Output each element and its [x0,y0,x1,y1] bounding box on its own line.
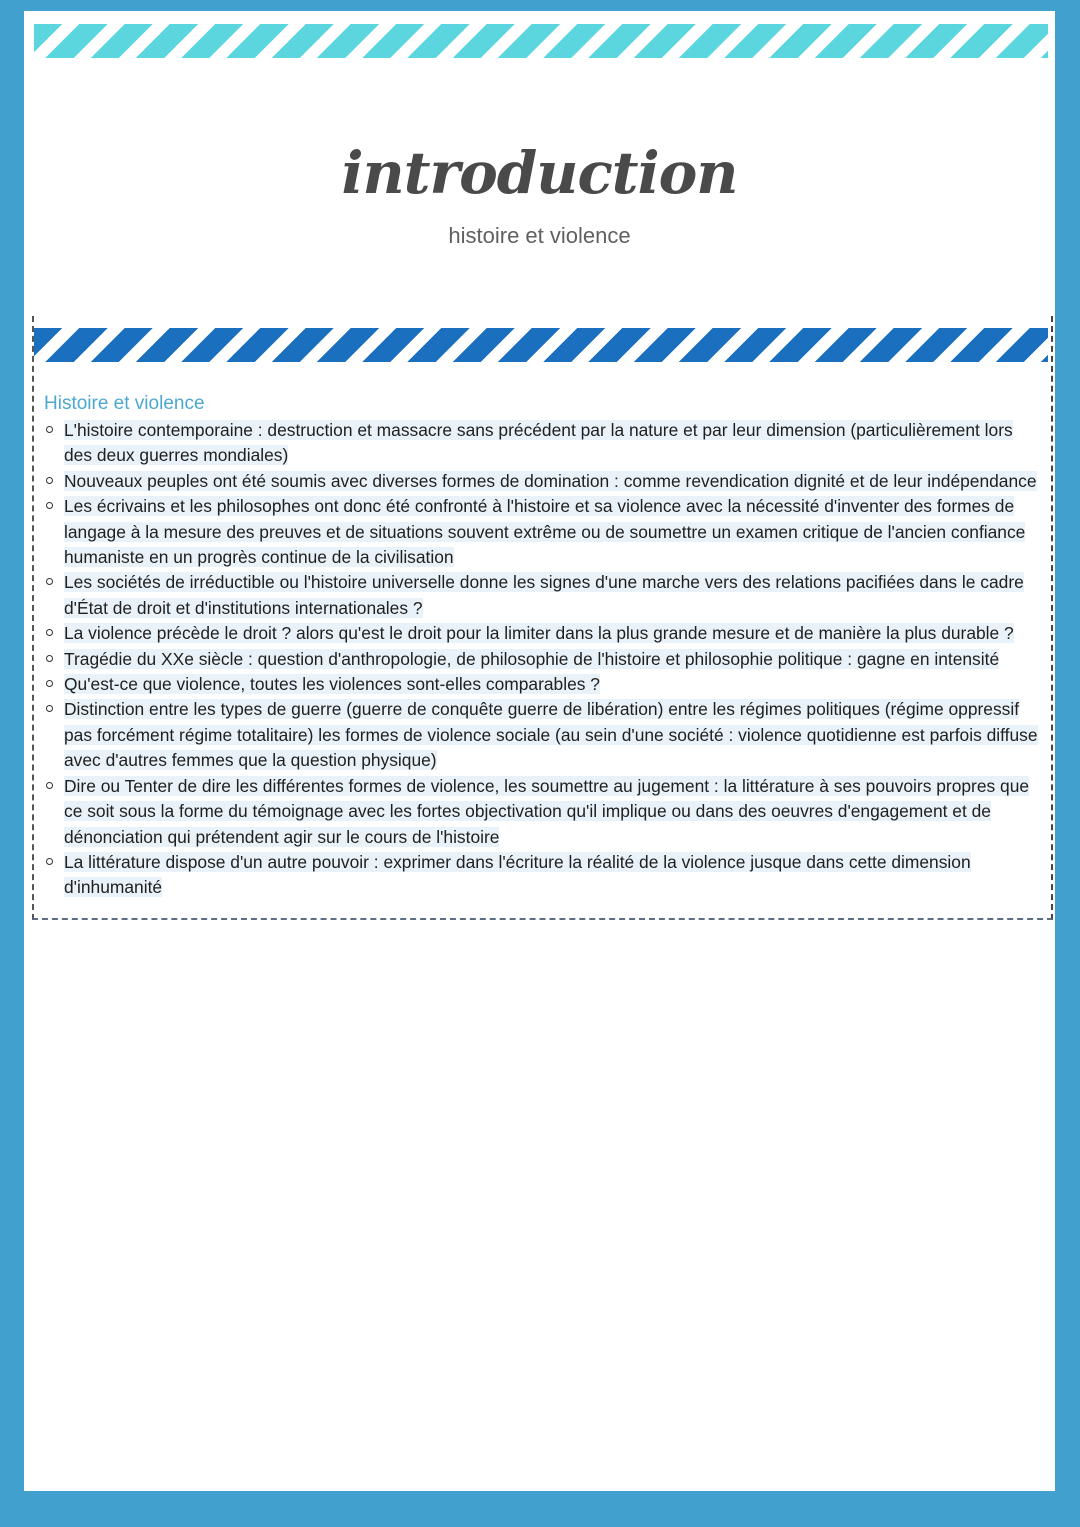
notes-heading: Histoire et violence [44,393,205,414]
list-item [34,697,1044,773]
notes-list [34,418,1044,901]
list-item-text: Les sociétés de irréductible ou l'histoire universelle donne les signes d'une marche vers des relations pacifiées dans le cadre d'État de droit et d'institutions internationales ? [64,572,1024,618]
list-item [34,570,1044,621]
list-item [34,494,1044,570]
bullet-icon [46,705,53,712]
list-item-text: Qu'est-ce que violence, toutes les violences sont-elles comparables ? [64,674,600,695]
section-striped-banner [34,328,1048,362]
list-item-text: Distinction entre les types de guerre (guerre de conquête guerre de libération) entre les régimes politiques (régime oppressif pas forcément régime totalitaire) les formes de violence sociale (au sein d'une société : violence quotidienne est parfois diffuse avec d'autres femmes que la question physique) [64,699,1038,771]
list-item-text: Les écrivains et les philosophes ont donc été confronté à l'histoire et sa violence avec la nécessité d'inventer des formes de langage à la mesure des preuves et de situations souvent extrême ou de soumettre un examen critique de l'ancien confiance humaniste en un progrès continue de la civilisation [64,496,1026,568]
bullet-icon [46,578,53,585]
list-item [34,774,1044,850]
notes-box [32,316,1053,920]
bullet-icon [46,680,53,687]
page-title: introduction [341,139,738,207]
list-item-text: Nouveaux peuples ont été soumis avec diverses formes de domination : comme revendication dignité et de leur indépendance [64,470,1037,491]
bullet-icon [46,858,53,865]
bullet-icon [46,782,53,789]
bullet-icon [46,426,53,433]
bullet-icon [46,629,53,636]
list-item-text: L'histoire contemporaine : destruction et massacre sans précédent par la nature et par leur dimension (particulièrement lors des deux guerres mondiales) [64,420,1013,466]
top-striped-banner [34,24,1048,58]
list-item-text: Dire ou Tenter de dire les différentes formes de violence, les soumettre au jugement : la littérature à ses pouvoirs propres que ce soit sous la forme du témoignage avec les fortes objectivation qu'il implique ou dans des oeuvres d'engagement et de dénonciation qui prétendent agir sur le cours de l'histoire [64,775,1030,847]
bullet-icon [46,477,53,484]
list-item-text: La violence précède le droit ? alors qu'est le droit pour la limiter dans la plus grande mesure et de manière la plus durable ? [64,623,1014,644]
list-item [34,647,1044,672]
bullet-icon [46,655,53,662]
document-page [24,11,1055,1491]
list-item [34,469,1044,494]
page-subtitle: histoire et violence [448,223,631,248]
list-item [34,672,1044,697]
list-item [34,418,1044,469]
bullet-icon [46,502,53,509]
list-item [34,850,1044,901]
list-item-text: Tragédie du XXe siècle : question d'anthropologie, de philosophie de l'histoire et philosophie politique : gagne en intensité [64,648,1000,669]
list-item [34,621,1044,646]
list-item-text: La littérature dispose d'un autre pouvoir : exprimer dans l'écriture la réalité de la violence jusque dans cette dimension d'inhumanité [64,851,971,898]
